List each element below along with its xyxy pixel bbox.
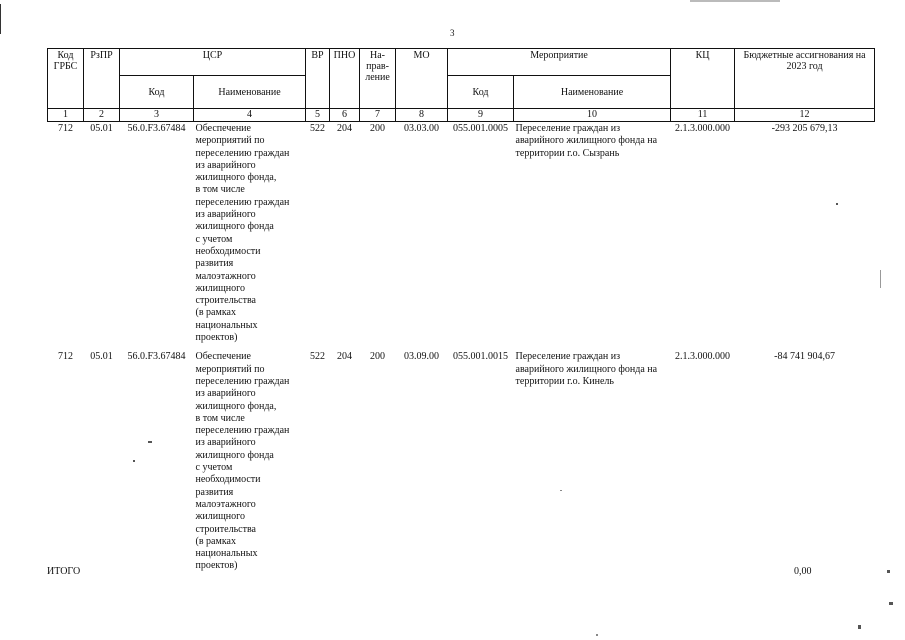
- scan-speck: [889, 602, 893, 605]
- scan-speck: [887, 570, 890, 573]
- budget-amount: -293 205 679,13: [771, 123, 838, 134]
- csr-code: 56.0.F3.67484: [127, 123, 186, 134]
- grbs-code: 712: [58, 123, 73, 134]
- column-number: 1: [48, 109, 84, 122]
- event-code: 055.001.0015: [453, 351, 509, 363]
- mo-code: 03.03.00: [404, 123, 440, 134]
- header-pno: ПНО: [330, 49, 360, 109]
- column-number: 6: [330, 109, 360, 122]
- header-napravlenie: На- прав- ление: [360, 49, 396, 109]
- scan-speck: [133, 460, 135, 462]
- budget-table: [47, 48, 875, 574]
- header-rzpr: РзПР: [84, 49, 120, 109]
- scan-speck: [560, 490, 562, 491]
- scan-speck: [858, 625, 861, 629]
- event-name: Переселение граждан из аварийного жилищного фонда на территории г.о. Кинель: [515, 351, 658, 387]
- table-row: [48, 122, 875, 346]
- header-mo: МО: [396, 49, 448, 109]
- vr-code: 522: [310, 123, 326, 134]
- pno-code: 204: [337, 123, 353, 134]
- column-number: 10: [514, 109, 671, 122]
- budget-amount: -84 741 904,67: [774, 351, 835, 363]
- header-vr: ВР: [306, 49, 330, 109]
- header-kc: КЦ: [671, 49, 735, 109]
- csr-name: Обеспечение мероприятий по переселению граждан из аварийного жилищного фонда, в том числе переселению граждан из аварийного жилищного фонда с учетом необходимости развития малоэтажного жилищного строительства (в рамках национальных проектов): [195, 123, 290, 344]
- kc-code: 2.1.3.000.000: [675, 351, 731, 363]
- mo-code: 03.09.00: [404, 351, 440, 363]
- header-merop-kod: Код: [448, 76, 514, 109]
- column-number: 4: [194, 109, 306, 122]
- total-label: ИТОГО: [47, 566, 81, 577]
- rzpr-code: 05.01: [90, 123, 113, 134]
- column-number: 8: [396, 109, 448, 122]
- scan-speck: [148, 441, 152, 443]
- vr-code: 522: [310, 351, 326, 363]
- column-number-row: [48, 109, 875, 122]
- total-value: 0,00: [794, 566, 812, 577]
- column-number: 12: [735, 109, 875, 122]
- column-number: 3: [120, 109, 194, 122]
- column-number: 2: [84, 109, 120, 122]
- napravlenie-code: 200: [370, 351, 386, 363]
- csr-code: 56.0.F3.67484: [127, 351, 186, 363]
- napravlenie-code: 200: [370, 123, 386, 134]
- column-number: 11: [671, 109, 735, 122]
- column-number: 9: [448, 109, 514, 122]
- header-merop-name: Наименование: [514, 76, 671, 109]
- column-number: 7: [360, 109, 396, 122]
- table-row: [48, 345, 875, 573]
- header-csr-name: Наименование: [194, 76, 306, 109]
- header-kod-grbs: Код ГРБС: [48, 49, 84, 109]
- page-number: 3: [450, 28, 455, 38]
- header-csr-kod: Код: [120, 76, 194, 109]
- scan-edge-mark: [0, 4, 1, 34]
- event-name: Переселение граждан из аварийного жилищного фонда на территории г.о. Сызрань: [515, 123, 658, 159]
- column-number: 5: [306, 109, 330, 122]
- csr-name: Обеспечение мероприятий по переселению граждан из аварийного жилищного фонда, в том числе переселению граждан из аварийного жилищного фонда с учетом необходимости развития малоэтажного жилищного строительства (в рамках национальных проектов): [195, 351, 290, 572]
- scan-speck: [596, 634, 598, 636]
- rzpr-code: 05.01: [90, 351, 113, 363]
- kc-code: 2.1.3.000.000: [675, 123, 731, 134]
- event-code: 055.001.0005: [453, 123, 509, 134]
- pno-code: 204: [337, 351, 353, 363]
- scan-speck: [836, 203, 838, 205]
- header-meropriyatie: Мероприятие: [448, 49, 671, 76]
- scan-speck: [880, 270, 881, 288]
- header-budget: Бюджетные ассигнования на 2023 год: [735, 49, 875, 109]
- grbs-code: 712: [58, 351, 73, 363]
- scan-smudge: [690, 0, 780, 2]
- header-csr: ЦСР: [120, 49, 306, 76]
